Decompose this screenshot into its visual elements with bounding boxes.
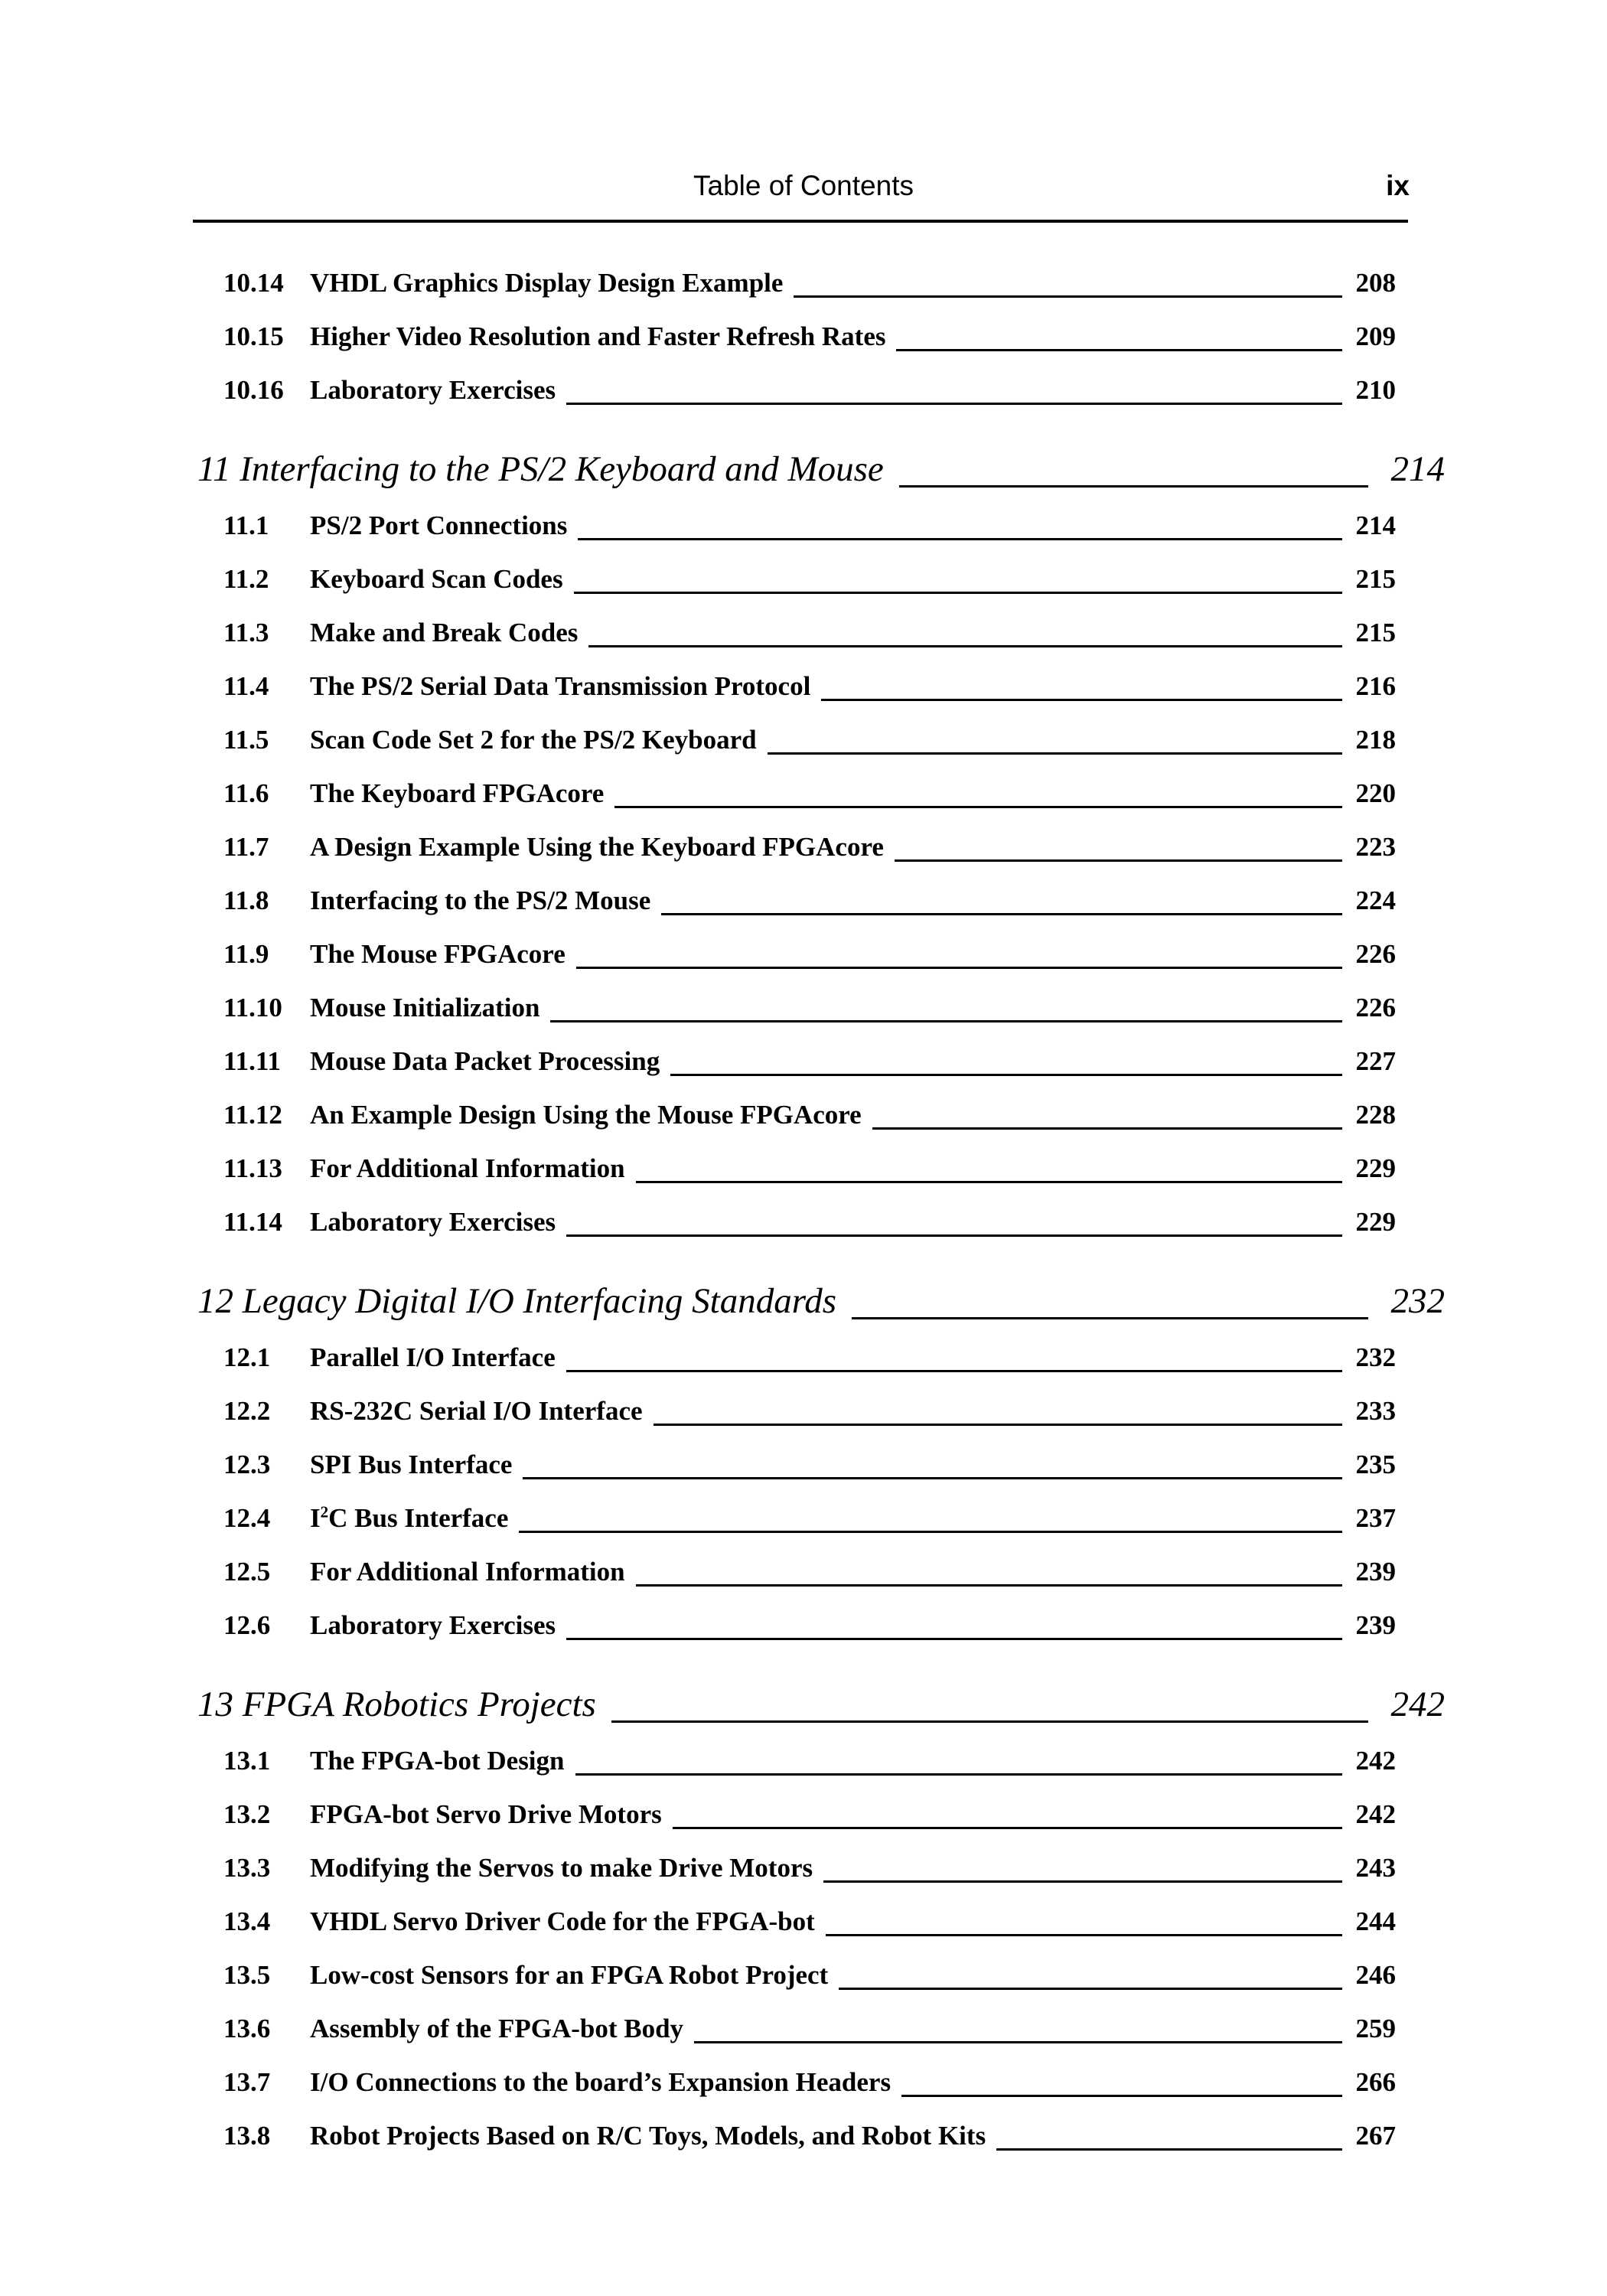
toc-section-entry[interactable]: [0, 667, 1607, 706]
section-number: 11.7: [223, 832, 269, 862]
toc-section-entry[interactable]: [0, 1445, 1607, 1485]
section-title: Make and Break Codes: [310, 618, 579, 647]
toc-section-entry[interactable]: [0, 1149, 1607, 1189]
section-title: The PS/2 Serial Data Transmission Protocol: [310, 671, 811, 701]
page-reference: 237: [1355, 1503, 1396, 1533]
toc-section-entry[interactable]: [0, 613, 1607, 653]
page-reference: 214: [1390, 449, 1445, 489]
section-number: 10.16: [223, 375, 284, 405]
section-title: The Mouse FPGAcore: [310, 939, 566, 969]
section-title: VHDL Graphics Display Design Example: [310, 268, 784, 298]
toc-section-entry[interactable]: [0, 1095, 1607, 1135]
toc-chapter-entry[interactable]: [0, 1677, 1607, 1732]
page-reference: 239: [1355, 1557, 1396, 1587]
page-reference: 246: [1355, 1960, 1396, 1990]
leader-line: [673, 1827, 1342, 1829]
leader-line: [996, 2148, 1342, 2151]
page-reference: 216: [1355, 671, 1396, 701]
toc-section-entry[interactable]: [0, 2116, 1607, 2156]
page-reference: 218: [1355, 725, 1396, 755]
page-reference: 229: [1355, 1153, 1396, 1183]
toc-chapter-entry[interactable]: [0, 1274, 1607, 1329]
chapter-title: 11 Interfacing to the PS/2 Keyboard and Mouse: [197, 449, 884, 489]
section-number: 11.14: [223, 1207, 282, 1237]
leader-line: [661, 913, 1342, 915]
page-reference: 223: [1355, 832, 1396, 862]
toc-section-entry[interactable]: [0, 2063, 1607, 2102]
page-reference: 232: [1390, 1281, 1445, 1321]
page-reference: 242: [1355, 1746, 1396, 1776]
section-title: Scan Code Set 2 for the PS/2 Keyboard: [310, 725, 757, 755]
toc-section-entry[interactable]: [0, 1202, 1607, 1242]
section-title: Laboratory Exercises: [310, 1207, 556, 1237]
page-reference: 235: [1355, 1450, 1396, 1479]
page-reference: 267: [1355, 2121, 1396, 2151]
section-number: 13.2: [223, 1799, 271, 1829]
section-number: 11.3: [223, 618, 269, 647]
page-reference: 259: [1355, 2014, 1396, 2043]
toc-section-entry[interactable]: [0, 1499, 1607, 1538]
section-number: 11.13: [223, 1153, 282, 1183]
section-number: 12.4: [223, 1503, 271, 1533]
superscript: 2: [320, 1502, 329, 1521]
toc-section-entry[interactable]: [0, 720, 1607, 760]
page-number: ix: [1386, 170, 1410, 201]
leader-line: [821, 699, 1342, 701]
leader-line: [614, 806, 1342, 808]
section-title: Laboratory Exercises: [310, 375, 556, 405]
running-header-title: Table of Contents: [693, 170, 914, 201]
section-number: 10.14: [223, 268, 284, 298]
toc-section-entry[interactable]: [0, 2009, 1607, 2049]
leader-line: [523, 1477, 1342, 1479]
section-title: RS-232C Serial I/O Interface: [310, 1396, 643, 1426]
leader-line: [636, 1584, 1342, 1587]
leader-line: [575, 1773, 1342, 1776]
section-title: [310, 1499, 508, 1538]
leader-line: [654, 1424, 1342, 1426]
section-title: For Additional Information: [310, 1557, 625, 1587]
chapter-title: 13 FPGA Robotics Projects: [197, 1684, 596, 1724]
toc-section-entry[interactable]: [0, 1552, 1607, 1592]
toc-section-entry[interactable]: [0, 370, 1607, 410]
toc-section-entry[interactable]: [0, 774, 1607, 814]
section-number: 13.3: [223, 1853, 271, 1883]
section-title: Keyboard Scan Codes: [310, 564, 563, 594]
leader-line: [839, 1988, 1342, 1990]
chapter-title: 12 Legacy Digital I/O Interfacing Standards: [197, 1281, 837, 1321]
section-number: 11.10: [223, 993, 282, 1022]
toc-section-entry[interactable]: [0, 988, 1607, 1028]
section-title: PS/2 Port Connections: [310, 510, 568, 540]
section-number: 13.5: [223, 1960, 271, 1990]
page-reference: 209: [1355, 321, 1396, 351]
toc-section-entry[interactable]: [0, 1795, 1607, 1835]
leader-line: [550, 1020, 1342, 1022]
section-number: 11.2: [223, 564, 269, 594]
section-title: Interfacing to the PS/2 Mouse: [310, 885, 651, 915]
toc-section-entry[interactable]: [0, 1606, 1607, 1645]
toc-section-entry[interactable]: [0, 506, 1607, 546]
leader-line: [794, 295, 1342, 298]
section-number: 12.3: [223, 1450, 271, 1479]
section-title: Parallel I/O Interface: [310, 1342, 556, 1372]
toc-section-entry[interactable]: [0, 263, 1607, 303]
section-title: For Additional Information: [310, 1153, 625, 1183]
page-reference: 228: [1355, 1100, 1396, 1130]
section-title: SPI Bus Interface: [310, 1450, 513, 1479]
section-number: 11.9: [223, 939, 269, 969]
section-number: 13.1: [223, 1746, 271, 1776]
section-title-part: I: [310, 1503, 321, 1533]
section-title: Mouse Initialization: [310, 993, 540, 1022]
leader-line: [895, 859, 1342, 862]
section-number: 13.7: [223, 2067, 271, 2097]
section-number: 10.15: [223, 321, 284, 351]
section-number: 11.6: [223, 778, 269, 808]
leader-line: [823, 1880, 1342, 1883]
leader-line: [872, 1127, 1342, 1130]
page-reference: 220: [1355, 778, 1396, 808]
leader-line: [694, 2041, 1342, 2043]
leader-line: [901, 2095, 1342, 2097]
section-title: Mouse Data Packet Processing: [310, 1046, 660, 1076]
section-title: FPGA-bot Servo Drive Motors: [310, 1799, 662, 1829]
leader-line: [852, 1317, 1368, 1319]
section-number: 11.1: [223, 510, 269, 540]
section-number: 11.5: [223, 725, 269, 755]
page-reference: 214: [1355, 510, 1396, 540]
section-number: 12.6: [223, 1610, 271, 1640]
page-reference: 243: [1355, 1853, 1396, 1883]
leader-line: [588, 645, 1342, 647]
leader-line: [611, 1720, 1368, 1723]
leader-line: [578, 538, 1342, 540]
toc-section-entry[interactable]: [0, 881, 1607, 921]
page-reference: 210: [1355, 375, 1396, 405]
section-number: 13.4: [223, 1906, 271, 1936]
page-reference: 239: [1355, 1610, 1396, 1640]
page-reference: 266: [1355, 2067, 1396, 2097]
section-title: Low-cost Sensors for an FPGA Robot Project: [310, 1960, 829, 1990]
section-number: 11.4: [223, 671, 269, 701]
page-reference: 244: [1355, 1906, 1396, 1936]
section-number: 11.12: [223, 1100, 282, 1130]
section-title: VHDL Servo Driver Code for the FPGA-bot: [310, 1906, 815, 1936]
leader-line: [636, 1181, 1342, 1183]
section-number: 12.1: [223, 1342, 271, 1372]
page-reference: 227: [1355, 1046, 1396, 1076]
toc-section-entry[interactable]: [0, 317, 1607, 357]
toc-section-entry[interactable]: [0, 934, 1607, 974]
toc-section-entry[interactable]: [0, 559, 1607, 599]
toc-section-entry[interactable]: [0, 1955, 1607, 1995]
page-reference: 232: [1355, 1342, 1396, 1372]
leader-line: [670, 1074, 1342, 1076]
section-number: 12.2: [223, 1396, 271, 1426]
page-reference: 242: [1355, 1799, 1396, 1829]
page-reference: 208: [1355, 268, 1396, 298]
section-title: Robot Projects Based on R/C Toys, Models, and Robot Kits: [310, 2121, 986, 2151]
section-number: 13.6: [223, 2014, 271, 2043]
leader-line: [896, 349, 1342, 351]
leader-line: [566, 403, 1342, 405]
page-reference: 226: [1355, 993, 1396, 1022]
leader-line: [576, 967, 1342, 969]
leader-line: [566, 1638, 1342, 1640]
section-title: Assembly of the FPGA-bot Body: [310, 2014, 684, 2043]
section-title: The Keyboard FPGAcore: [310, 778, 605, 808]
leader-line: [826, 1934, 1342, 1936]
leader-line: [768, 752, 1342, 755]
toc-section-entry[interactable]: [0, 1391, 1607, 1431]
section-title: Modifying the Servos to make Drive Motors: [310, 1853, 813, 1883]
section-number: 12.5: [223, 1557, 271, 1587]
toc-section-entry[interactable]: [0, 1338, 1607, 1378]
section-title: The FPGA-bot Design: [310, 1746, 565, 1776]
leader-line: [566, 1370, 1342, 1372]
page-reference: 215: [1355, 564, 1396, 594]
toc-section-entry[interactable]: [0, 827, 1607, 867]
leader-line: [899, 485, 1368, 488]
section-title: Higher Video Resolution and Faster Refresh Rates: [310, 321, 886, 351]
section-number: 11.11: [223, 1046, 281, 1076]
page-reference: 229: [1355, 1207, 1396, 1237]
section-title: A Design Example Using the Keyboard FPGAcore: [310, 832, 884, 862]
page-reference: 226: [1355, 939, 1396, 969]
page-reference: 242: [1390, 1684, 1445, 1724]
leader-line: [519, 1531, 1342, 1533]
leader-line: [574, 592, 1342, 594]
toc-section-entry[interactable]: [0, 1902, 1607, 1942]
section-title: Laboratory Exercises: [310, 1610, 556, 1640]
toc-chapter-entry[interactable]: [0, 442, 1607, 497]
section-number: 13.8: [223, 2121, 271, 2151]
section-number: 11.8: [223, 885, 269, 915]
toc-section-entry[interactable]: [0, 1042, 1607, 1081]
page-reference: 224: [1355, 885, 1396, 915]
toc-section-entry[interactable]: [0, 1741, 1607, 1781]
toc-section-entry[interactable]: [0, 1848, 1607, 1888]
section-title: I/O Connections to the board’s Expansion Headers: [310, 2067, 892, 2097]
leader-line: [566, 1234, 1342, 1237]
page-reference: 215: [1355, 618, 1396, 647]
page-reference: 233: [1355, 1396, 1396, 1426]
section-title: An Example Design Using the Mouse FPGAcore: [310, 1100, 862, 1130]
section-title-part: C Bus Interface: [328, 1503, 509, 1533]
